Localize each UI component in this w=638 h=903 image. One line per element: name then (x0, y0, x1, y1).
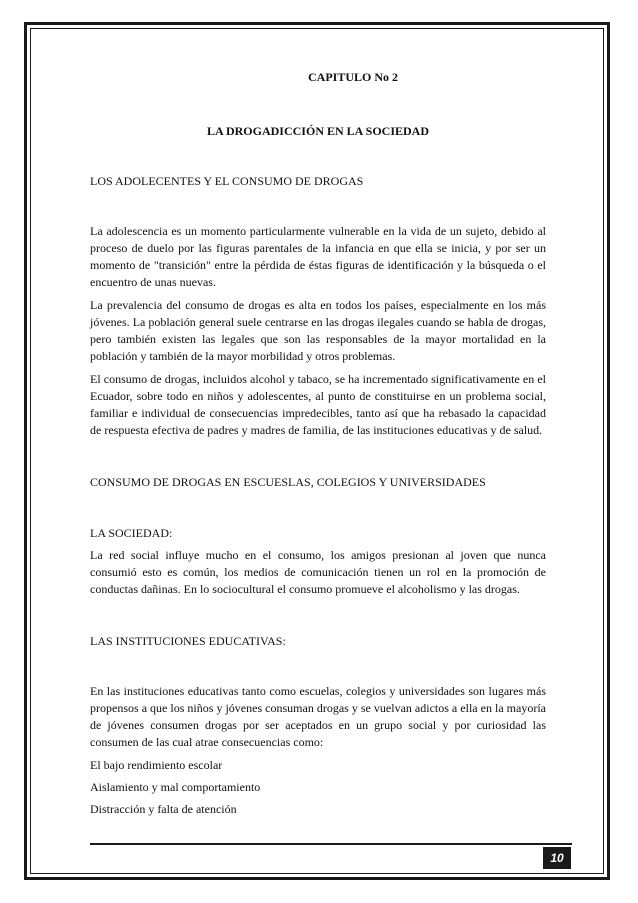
list-item: Distracción y falta de atención (90, 802, 237, 816)
list-item: El bajo rendimiento escolar (90, 758, 223, 772)
document-body (90, 70, 546, 817)
paragraph: La adolescencia es un momento particularmente vulnerable en la vida de un sujeto, debido al proceso de duelo por las figuras parentales de la infancia en que ella se inicia, y por ser un momento de "transición" entre la pérdida de éstas figuras de identificación y la búsqueda o el encuentro de unas nuevas. (90, 224, 546, 289)
footer-divider (90, 843, 572, 845)
section-heading-adolescents: LOS ADOLECENTES Y EL CONSUMO DE DROGAS (90, 174, 364, 188)
section-heading-institutions: LAS INSTITUCIONES EDUCATIVAS: (90, 634, 286, 648)
paragraph: El consumo de drogas, incluidos alcohol y tabaco, se ha incrementado significativamente en el Ecuador, sobre todo en niños y adolescentes, al punto de constituirse en un problema social, familiar e individual de consecuencias impredecibles, tanto así que ha rebasado la capacidad de respuesta efectiva de padres y madres de familia, de las instituciones educativas y de salud. (90, 372, 546, 437)
paragraph: La prevalencia del consumo de drogas es alta en todos los países, especialmente en los más jóvenes. La población general suele centrarse en las drogas ilegales cuando se habla de drogas, pero también existen las legales que son las responsables de la mayor mortalidad en la población y también de la mayor morbilidad y otros problemas. (90, 298, 546, 363)
paragraph: En las instituciones educativas tanto como escuelas, colegios y universidades son lugares más propensos a que los niños y jóvenes consuman drogas y se vuelvan adictos a ella en la mayoría de jóvenes consumen drogas por ser aceptados en un grupo social y por curiosidad las consumen de las cual atrae consecuencias como: (90, 684, 546, 749)
chapter-heading: CAPITULO No 2 (307, 70, 398, 84)
section-heading-schools: CONSUMO DE DROGAS EN ESCUESLAS, COLEGIOS Y UNIVERSIDADES (90, 475, 486, 489)
list-item: Aislamiento y mal comportamiento (90, 780, 261, 794)
page-number: 10 (543, 847, 571, 869)
chapter-title: LA DROGADICCIÓN EN LA SOCIEDAD (206, 124, 430, 138)
paragraph: La red social influye mucho en el consumo, los amigos presionan al joven que nunca consumió esto es común, los medios de comunicación tienen un rol en la promoción de conductas dañinas. En lo sociocultural el consumo promueve el alcoholismo y las drogas. (90, 548, 546, 596)
section-heading-society: LA SOCIEDAD: (90, 526, 173, 540)
